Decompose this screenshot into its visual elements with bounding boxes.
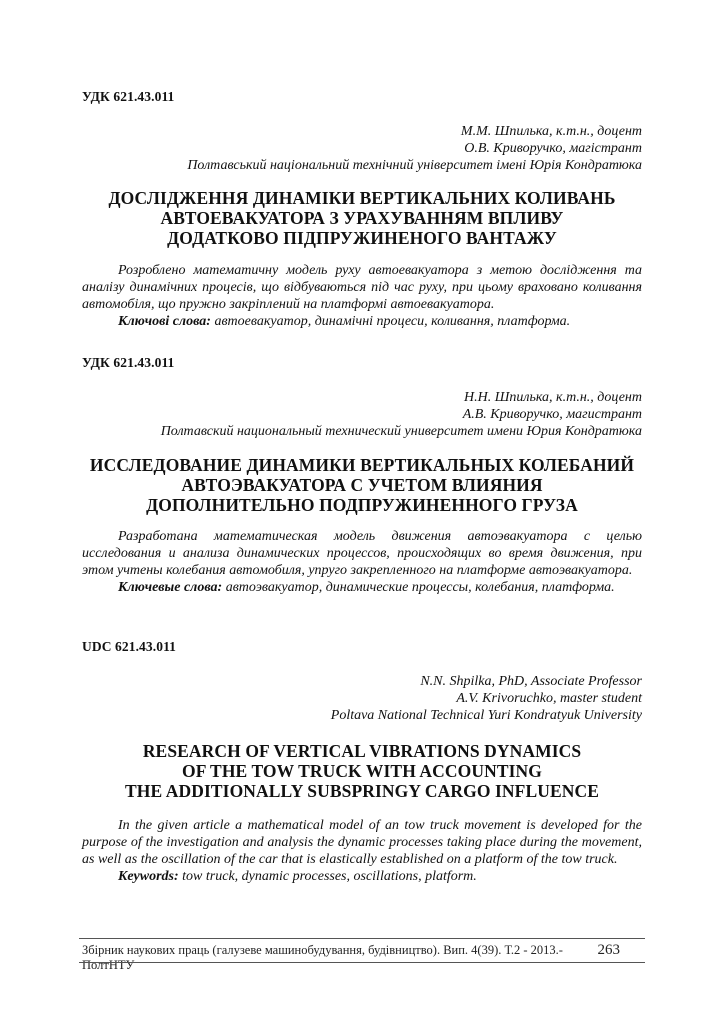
affiliation: Poltava National Technical Yuri Kondratyuk University bbox=[330, 708, 642, 723]
keywords-list: tow truck, dynamic processes, oscillations, platform. bbox=[178, 869, 477, 884]
author-1: N.N. Shpilka, PhD, Associate Professor bbox=[420, 674, 642, 689]
affiliation: Полтавский национальный технический университет имени Юрия Кондратюка bbox=[160, 424, 642, 439]
abstract-text: Розроблено математичну модель руху автоевакуатора з метою дослідження та аналізу динамічних процесів, що відбуваються під час руху, при цьому враховано коливання автомобіля, що пружно закріплений на платформі автоевакуатора. bbox=[82, 263, 642, 312]
page-footer bbox=[82, 942, 642, 973]
author-2: А.В. Криворучко, магистрант bbox=[462, 407, 642, 422]
authors-block-en bbox=[331, 673, 642, 724]
title-uk bbox=[82, 188, 642, 248]
keywords bbox=[82, 313, 642, 330]
udc-code-en: UDC 621.43.011 bbox=[82, 639, 177, 654]
title-line: OF THE TOW TRUCK WITH ACCOUNTING bbox=[182, 761, 542, 781]
title-ru bbox=[82, 455, 642, 515]
keywords-label: Ключові слова: bbox=[118, 314, 211, 329]
keywords-list: автоевакуатор, динамічні процеси, коливання, платформа. bbox=[210, 314, 571, 329]
title-en bbox=[82, 741, 642, 801]
abstract-uk bbox=[82, 262, 642, 330]
title-line: RESEARCH OF VERTICAL VIBRATIONS DYNAMICS bbox=[142, 741, 582, 761]
journal-citation: Збірник наукових праць (галузеве машинобудування, будівництво). Вип. 4(39). Т.2 - 2013.- ПолтНТУ bbox=[82, 943, 563, 972]
author-2: A.V. Krivoruchko, master student bbox=[456, 691, 642, 706]
keywords-list: автоэвакуатор, динамические процессы, колебания, платформа. bbox=[222, 580, 615, 595]
keywords-label: Ключевые слова: bbox=[118, 580, 223, 595]
abstract-text: In the given article a mathematical model of an tow truck movement is developed for the purpose of the investigation and analysis the dynamic processes taking place during the movement, as well as the oscillation of the car that is elastically established on a platform of the tow truck. bbox=[82, 818, 642, 867]
title-line: ДОДАТКОВО ПІДПРУЖИНЕНОГО ВАНТАЖУ bbox=[167, 228, 557, 248]
abstract-en bbox=[82, 817, 642, 885]
title-line: АВТОЭВАКУАТОРА С УЧЕТОМ ВЛИЯНИЯ bbox=[181, 475, 543, 495]
title-line: ИССЛЕДОВАНИЕ ДИНАМИКИ ВЕРТИКАЛЬНЫХ КОЛЕБАНИЙ bbox=[89, 455, 635, 475]
footer-top-rule bbox=[79, 938, 645, 939]
title-line: ДОСЛІДЖЕННЯ ДИНАМІКИ ВЕРТИКАЛЬНИХ КОЛИВАНЬ bbox=[108, 188, 616, 208]
title-line: АВТОЕВАКУАТОРА З УРАХУВАННЯМ ВПЛИВУ bbox=[160, 208, 564, 228]
keywords bbox=[82, 868, 642, 885]
keywords bbox=[82, 579, 642, 596]
title-line: THE ADDITIONALLY SUBSPRINGY CARGO INFLUENCE bbox=[125, 781, 599, 801]
udc-code-ru: УДК 621.43.011 bbox=[82, 355, 175, 370]
keywords-label: Keywords: bbox=[118, 869, 179, 884]
author-1: М.М. Шпилька, к.т.н., доцент bbox=[460, 124, 642, 139]
title-line: ДОПОЛНИТЕЛЬНО ПОДПРУЖИНЕННОГО ГРУЗА bbox=[146, 495, 578, 515]
author-1: Н.Н. Шпилька, к.т.н., доцент bbox=[464, 390, 642, 405]
abstract-ru bbox=[82, 528, 642, 596]
footer-bottom-rule bbox=[79, 962, 645, 963]
affiliation: Полтавський національний технічний університет імені Юрія Кондратюка bbox=[187, 158, 642, 173]
page-number: 263 bbox=[597, 942, 620, 958]
authors-block-uk bbox=[187, 123, 642, 174]
udc-code-uk: УДК 621.43.011 bbox=[82, 89, 175, 104]
authors-block-ru bbox=[161, 389, 642, 440]
abstract-text: Разработана математическая модель движения автоэвакуатора с целью исследования и анализа динамических процессов, происходящих во время движения, при этом учтены колебания автомобиля, упруго закрепленного на платформе автоэвакуатора. bbox=[82, 529, 642, 578]
author-2: О.В. Криворучко, магістрант bbox=[464, 141, 642, 156]
